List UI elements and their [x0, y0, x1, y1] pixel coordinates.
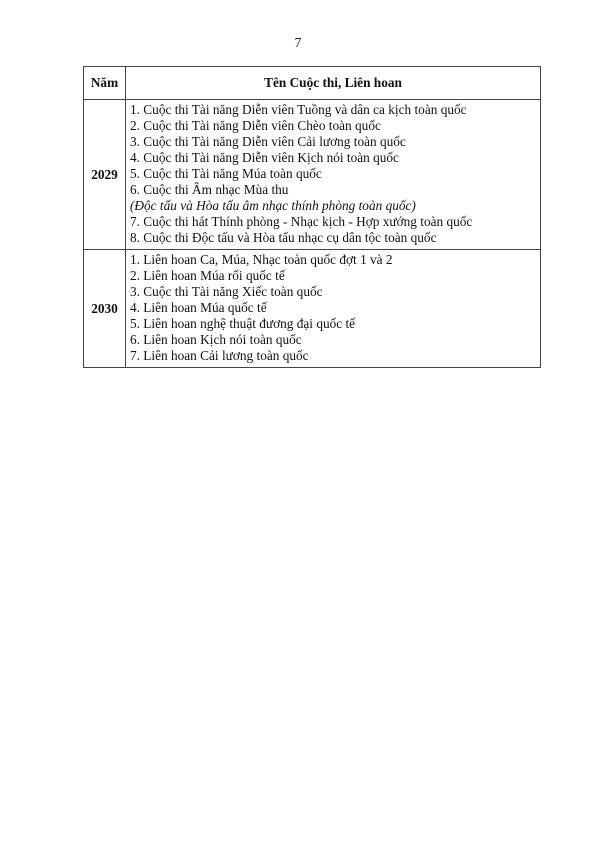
table-row — [84, 100, 541, 250]
list-item: 4. Liên hoan Múa quốc tế — [130, 300, 267, 315]
page-number: 7 — [294, 35, 302, 50]
year-cell: 2029 — [84, 100, 126, 250]
table-row — [84, 250, 541, 368]
list-item-note: (Độc tấu và Hòa tấu âm nhạc thính phòng toàn quốc) — [130, 198, 416, 213]
list-item: 1. Liên hoan Ca, Múa, Nhạc toàn quốc đợt 1 và 2 — [130, 252, 393, 267]
list-item: 7. Liên hoan Cải lương toàn quốc — [130, 348, 309, 363]
list-item: 3. Cuộc thi Tài năng Xiếc toàn quốc — [130, 284, 323, 299]
events-cell — [126, 100, 541, 250]
table-header-row — [84, 67, 541, 100]
header-events: Tên Cuộc thi, Liên hoan — [126, 67, 541, 100]
list-item: 8. Cuộc thi Độc tấu và Hòa tấu nhạc cụ dân tộc toàn quốc — [130, 230, 437, 245]
header-year: Năm — [84, 67, 126, 100]
events-cell — [126, 250, 541, 368]
year-cell: 2030 — [84, 250, 126, 368]
list-item: 5. Cuộc thi Tài năng Múa toàn quốc — [130, 166, 322, 181]
list-item: 6. Liên hoan Kịch nói toàn quốc — [130, 332, 302, 347]
list-item: 7. Cuộc thi hát Thính phòng - Nhạc kịch - Hợp xướng toàn quốc — [130, 214, 473, 229]
events-table — [83, 66, 541, 368]
list-item: 3. Cuộc thi Tài năng Diễn viên Cải lương toàn quốc — [130, 134, 406, 149]
list-item: 2. Liên hoan Múa rối quốc tế — [130, 268, 285, 283]
list-item: 2. Cuộc thi Tài năng Diễn viên Chèo toàn quốc — [130, 118, 381, 133]
list-item: 5. Liên hoan nghệ thuật đương đại quốc tế — [130, 316, 356, 331]
list-item: 6. Cuộc thi Âm nhạc Mùa thu — [130, 182, 289, 197]
list-item: 1. Cuộc thi Tài năng Diễn viên Tuồng và dân ca kịch toàn quốc — [130, 102, 467, 117]
list-item: 4. Cuộc thi Tài năng Diễn viên Kịch nói toàn quốc — [130, 150, 399, 165]
